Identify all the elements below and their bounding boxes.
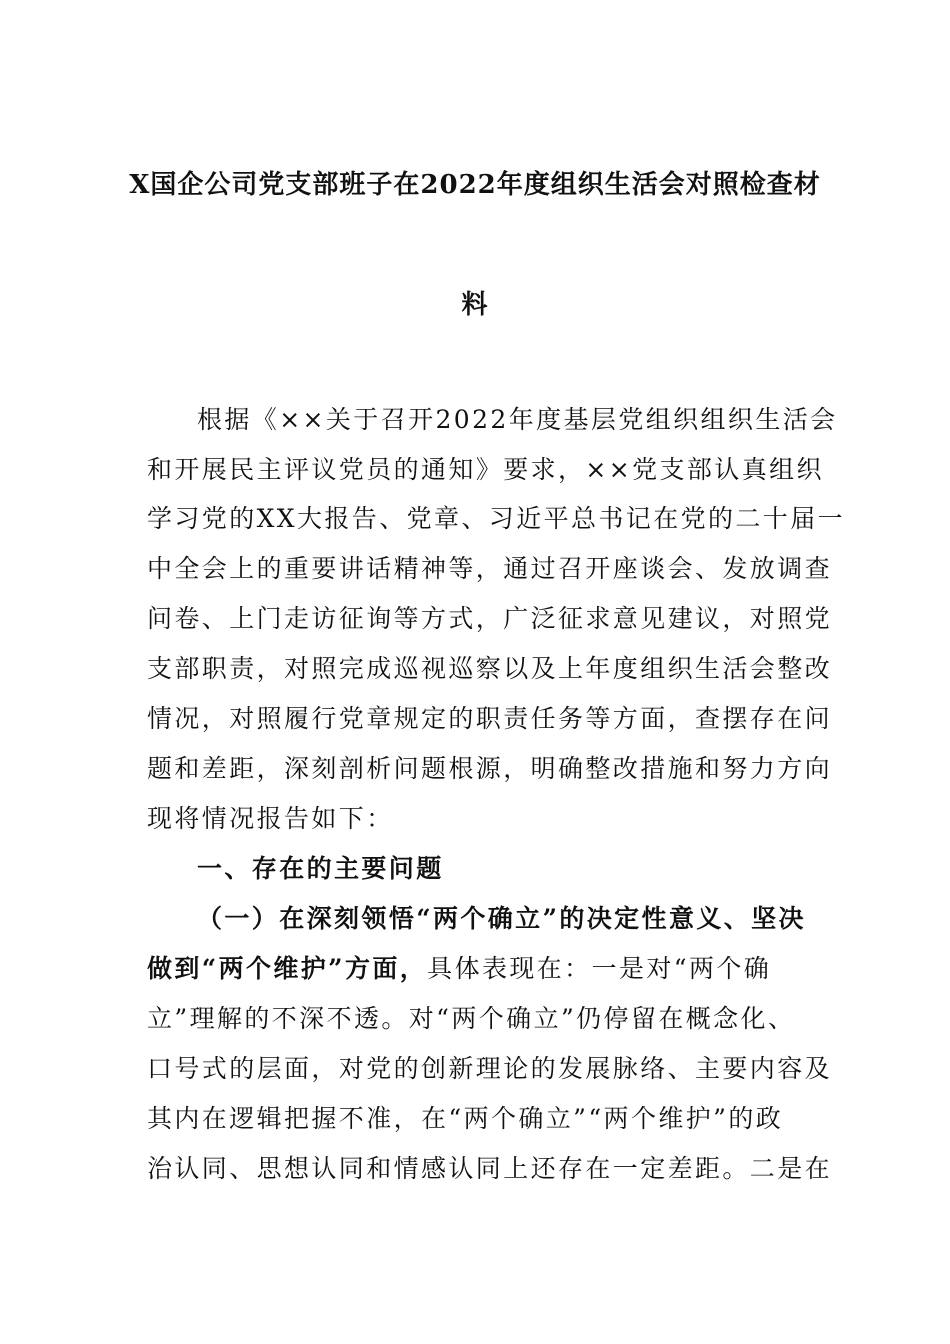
subsection-heading-line-2	[147, 949, 807, 985]
intro-line: 现将情况报告如下：	[147, 804, 394, 833]
intro-line: 学习党的XX大报告、党章、习近平总书记在党的二十届一	[147, 504, 845, 533]
intro-line: 支部职责，对照完成巡视巡察以及上年度组织生活会整改	[147, 654, 833, 683]
body-line: 其内在逻辑把握不准，在“两个确立”“两个维护”的政	[147, 1104, 784, 1133]
body-line: 立”理解的不深不透。对“两个确立”仍停留在概念化、	[147, 1004, 796, 1033]
document-title-line-2: 料	[461, 290, 489, 320]
intro-line: 和开展民主评议党员的通知》要求，××党支部认真组织	[147, 455, 824, 484]
document-title-line-1: X国企公司党支部班子在2022年度组织生活会对照检查材	[129, 170, 821, 200]
section-heading: 一、存在的主要问题	[197, 854, 444, 883]
body-line: 口号式的层面，对党的创新理论的发展脉络、主要内容及	[147, 1054, 833, 1083]
subsection-heading: （一）在深刻领悟“两个确立”的决定性意义、坚决	[197, 904, 806, 933]
intro-line: 题和差距，深刻剖析问题根源，明确整改措施和努力方向	[147, 754, 833, 783]
subsection-heading-tail: 做到“两个维护”方面，	[147, 954, 428, 983]
body-text: 具体表现在：一是对“两个确	[427, 954, 772, 983]
intro-line: 情况，对照履行党章规定的职责任务等方面，查摆存在问	[147, 704, 833, 733]
body-line: 治认同、思想认同和情感认同上还存在一定差距。二是在	[147, 1154, 833, 1183]
intro-line: 根据《××关于召开2022年度基层党组织组织生活会	[197, 405, 838, 434]
intro-line: 中全会上的重要讲话精神等，通过召开座谈会、发放调查	[147, 554, 833, 583]
intro-line: 问卷、上门走访征询等方式，广泛征求意见建议，对照党	[147, 604, 833, 633]
